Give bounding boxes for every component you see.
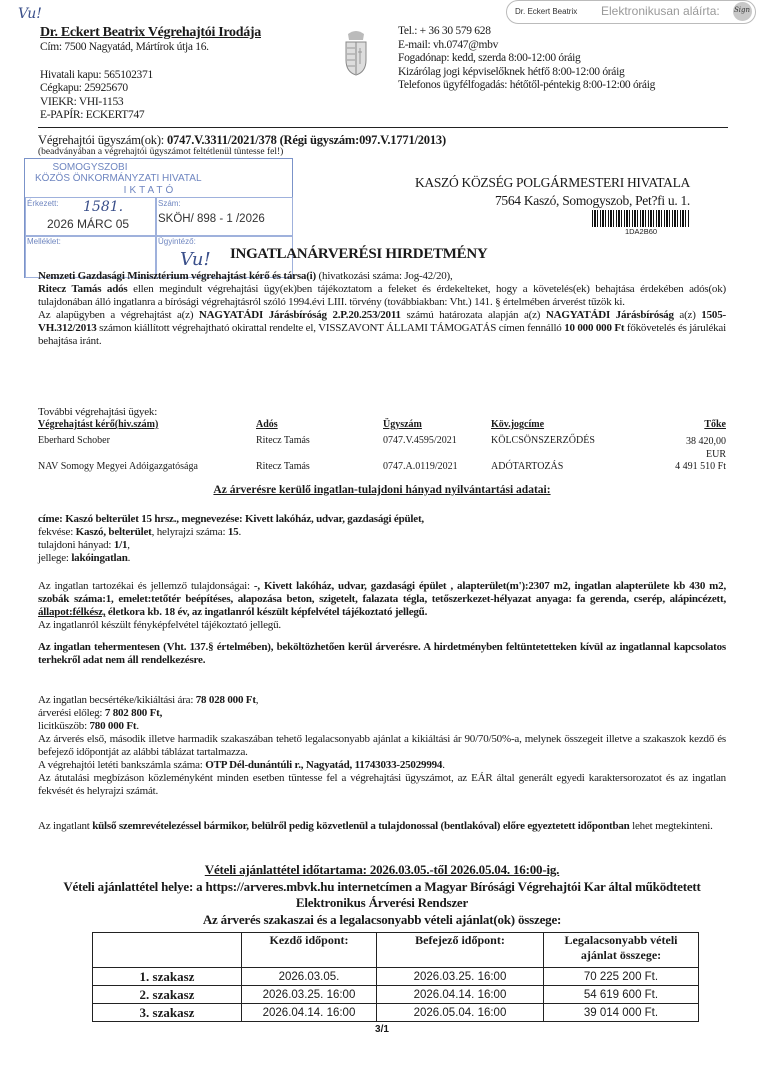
transfer-note: Az átutalási megbízáson közleményként minden esetben tüntesse fel a végrehajtási ügyszámot, az EÁR által generált egyedi karaktersorozatot és az ingatlan fekvését és helyrajzi számát.: [38, 772, 726, 797]
table-row: [93, 1004, 699, 1022]
intro-p2: ellen megindult végrehajtási ügy(ek)ben tájékoztatom a feleket és érdekelteket, hogy a követelés(ek) behajtása érdekében adós(ok) tulajdonában álló ingatlanra a bírósági végrehajtásról szóló 1994.évi LIII. törvény (továbbiakban: Vht.) 141. § értelmében árverést tűzök ki.: [38, 283, 726, 308]
stage-label: 3. szakasz: [93, 1004, 242, 1022]
table-header-row: [93, 933, 699, 968]
prices: Az ingatlan becsértéke/kikiáltási ára: 78 028 000 Ft, árverési előleg: 7 802 800 Ft, licitküszöb: 780 000 Ft. Az árverés első, második illetve harmadik szakaszában tehető legalacsonyabb ajánlat a kikiáltási ár 90/70/50%-a, melynek összegeit illetve a szakaszok kezdő és befejező időpontját az alábbi táblázat tartalmazza. A végrehajtói letéti bankszámla száma: OTP Dél-dunántúli r., Nagyatád, 11743033-25029994. Az átutalási megbízáson közleményként minden esetben tüntesse fel a végrehajtási ügyszámot, az EÁR által generált egyedi karaktersorozatot és az ingatlan fekvését és helyrajzi számát.: [38, 694, 726, 797]
cell: 38 420,00 EUR: [686, 436, 726, 460]
principal-amount: 10 000 000 Ft: [564, 322, 625, 334]
addressee: [300, 174, 690, 210]
l3c: ,: [127, 539, 130, 551]
col-header: Kezdő időpont:: [242, 933, 377, 968]
creditor: Nemzeti Gazdasági Minisztérium végrehajtást kérő és társa(i): [38, 270, 316, 282]
seal-text: Sign: [734, 6, 751, 14]
stage-label: 1. szakasz: [93, 968, 242, 986]
stamp-line1: SOMOGYSZOBI: [52, 162, 128, 173]
deposit-label: árverési előleg:: [38, 707, 105, 719]
electronic-signature-box: [506, 0, 756, 24]
stage-start: 2026.03.25. 16:00: [242, 986, 377, 1004]
contact-info: [398, 25, 688, 93]
intro-p1: (hivatkozási száma: Jog-42/20),: [316, 270, 453, 282]
l2c: , helyrajzi száma:: [151, 526, 228, 538]
fc: állapot:félkész,: [38, 606, 106, 618]
reception-days: Fogadónap: kedd, szerda 8:00-12:00 óráig: [398, 52, 581, 64]
cell: Ritecz Tamás: [256, 461, 310, 472]
photo-note: Az ingatlanról készült fényképfelvétel tájékoztató jellegű.: [38, 619, 281, 631]
fa: Az ingatlan tartozékai és jellemző tulajdonságai:: [38, 580, 254, 592]
case-number-value: 0747.V.3311/2021/378 (Régi ügyszám:097.V.1771/2013): [167, 133, 446, 147]
stage-start: 2026.03.05.: [242, 968, 377, 986]
stamp-attachment-label: Melléklet:: [27, 237, 61, 246]
viewing-text: [38, 820, 726, 833]
stage-label: 2. szakasz: [93, 986, 242, 1004]
document-title: INGATLANÁRVERÉSI HIRDETMÉNY: [230, 246, 488, 262]
stage-end: 2026.05.04. 16:00: [377, 1004, 544, 1022]
p3a: Az alapügyben a végrehajtást a(z): [38, 309, 199, 321]
header-divider: [38, 127, 728, 128]
p3e: a(z): [673, 309, 702, 321]
cell: ADÓTARTOZÁS: [491, 461, 564, 472]
stage-end: 2026.03.25. 16:00: [377, 968, 544, 986]
seal-icon: [733, 2, 752, 21]
l2d: 15: [227, 526, 239, 538]
viekr: VIEKR: VHI-1153: [40, 95, 124, 108]
col-header: Tőke: [704, 419, 726, 430]
barcode: [592, 210, 690, 227]
bid-step: 780 000 Ft: [89, 720, 137, 732]
col-header: Köv.jogcíme: [491, 419, 545, 430]
stamp-date: 2026 MÁRC 05: [47, 217, 130, 231]
l2b: Kaszó, belterület: [75, 526, 152, 538]
cell: 0747.A.0119/2021: [383, 461, 458, 472]
auction-stages-table: [92, 932, 699, 1022]
offer-info: [30, 862, 734, 928]
stamp-received-label: Érkezett:: [27, 199, 59, 208]
email: E-mail: vh.0747@mbv: [398, 38, 499, 51]
l3a: tulajdoni hányad:: [38, 539, 114, 551]
property-address: címe: Kaszó belterület 15 hrsz., megnevezése: Kivett lakóház, udvar, gazdasági épület,: [38, 513, 424, 525]
table-row: [93, 986, 699, 1004]
table-row: [93, 968, 699, 986]
stamp-clerk-signature: Vu!: [180, 249, 211, 270]
stamp-line2: KÖZÖS ÖNKORMÁNYZATI HIVATAL: [35, 173, 202, 184]
p3f: 1505-VH.312/2013: [38, 309, 726, 334]
l4c: .: [127, 552, 131, 564]
cell: KÖLCSÖNSZERZŐDÉS: [491, 435, 595, 446]
property-heading: Az árverésre kerülő ingatlan-tulajdoni hányad nyilvántartási adatai:: [213, 484, 551, 496]
stage-start: 2026.04.14. 16:00: [242, 1004, 377, 1022]
legal-reps-hours: Kizárólag jogi képviselőknek hétfő 8:00-12:00 óráig: [398, 65, 625, 78]
fb: -, Kivett lakóház, udvar, gazdasági épület , alapterület(m'):2307 m2, ingatlan alapterülete kb 430 m2, szobák száma:1, emelet:tetőtér beépítéses, alapozása beton, szigetelt, falazata tégla, tetőszerkezet-hélyazat anyaga: fa gerenda, cserép, alápincézett,: [38, 580, 726, 605]
cegkapu: Cégkapu: 25925670: [40, 82, 128, 94]
addressee-name: KASZÓ KÖZSÉG POLGÁRMESTERI HIVATALA: [414, 175, 690, 190]
further-cases-title: További végrehajtási ügyek:: [38, 406, 158, 418]
p3g: számon kiállított végrehajtható okirattal rendelte el, VISSZAVONT ÁLLAMI TÁMOGATÁS címen fennálló: [96, 322, 565, 334]
phone: Tel.: + 36 30 579 628: [398, 25, 491, 37]
stamp-clerk-label: Ügyintéző:: [158, 237, 196, 246]
cell: 0747.V.4595/2021: [383, 435, 457, 446]
deposit: 7 802 800 Ft,: [104, 707, 163, 719]
property-data: [38, 513, 726, 565]
offer-period: Vételi ajánlattétel időtartama: 2026.03.05.-től 2026.05.04. 16:00-ig.: [204, 862, 560, 877]
value-label: Az ingatlan becsértéke/kikiáltási ára:: [38, 694, 196, 706]
col-header: [93, 933, 242, 968]
col-header: Legalacsonyabb vételi ajánlat összege:: [544, 933, 699, 968]
estimated-value: 78 028 000 Ft: [195, 694, 256, 706]
stage-min-bid: 70 225 200 Ft.: [544, 968, 699, 986]
stages-heading: Az árverés szakaszai és a legalacsonyabb vételi ajánlat(ok) összege:: [202, 911, 562, 927]
p3d: NAGYATÁDI Járásbíróság: [545, 309, 674, 321]
office-header: [40, 25, 261, 123]
debtor: Ritecz Tamás adós: [38, 283, 128, 295]
handwritten-note: Vu!: [18, 6, 42, 22]
stamp-line3: IKTATÓ: [123, 185, 177, 196]
l2a: fekvése:: [38, 526, 76, 538]
epapir: E-PAPÍR: ECKERT747: [40, 109, 145, 121]
l4b: lakóingatlan: [71, 552, 128, 564]
col-header: Végrehajtást kérő(hiv.szám): [38, 419, 159, 430]
fd: életkora kb. 18 év, az ingatlanról készült képfelvétel tájékoztató jellegű.: [105, 606, 428, 618]
col-header: Ügyszám: [383, 419, 422, 430]
stages-text: Az árverés első, második illetve harmadik szakaszában tehető legalacsonyabb ajánlat a kikiáltási ár 90/70/50%-a, melynek összegeit illetve a szakaszok kezdő és befejező időpontját az alábbi táblázat tartalmazza.: [38, 733, 726, 758]
encumbrance-text: Az ingatlan tehermentesen (Vht. 137.§ értelmében), beköltözhetően kerül árverésre. A hirdetményben feltüntetetteken kívül az ingatlannal kapcsolatos terhekről adat nem áll rendelkezésre.: [38, 641, 726, 666]
p3b: NAGYATÁDI Járásbíróság 2.P.20.253/2011: [198, 309, 401, 321]
further-cases-table: [38, 419, 726, 477]
case-number: [38, 133, 446, 147]
stage-min-bid: 39 014 000 Ft.: [544, 1004, 699, 1022]
cell: 4 491 510 Ft: [675, 461, 726, 472]
signer-name: Dr. Eckert Beatrix: [515, 7, 578, 16]
office-name: Dr. Eckert Beatrix Végrehajtói Irodája: [40, 25, 261, 40]
bank-label: A végrehajtói letéti bankszámla száma:: [38, 759, 206, 771]
table-row: [38, 435, 726, 461]
case-note: (beadványában a végrehajtói ügyszámot feltétlenül tüntesse fel!): [38, 147, 284, 157]
addressee-address: 7564 Kaszó, Somogyszob, Pet?fi u. 1.: [494, 193, 690, 208]
barcode-code: 1DA2B60: [624, 227, 658, 236]
property-features: [38, 580, 726, 632]
stamp-received-number: 1581.: [83, 199, 124, 215]
cell: Ritecz Tamás: [256, 435, 310, 446]
cell: NAV Somogy Megyei Adóigazgatósága: [38, 461, 198, 472]
stage-min-bid: 54 619 600 Ft.: [544, 986, 699, 1004]
vb: külső szemrevételezéssel bármikor, belülről pedig közvetlenül a tulajdonossal (bentlakóval) előre egyeztetett időpontban: [92, 820, 630, 832]
va: Az ingatlant: [38, 820, 93, 832]
table-row: [38, 461, 726, 477]
step-label: licitküszöb:: [38, 720, 90, 732]
col-header: Befejező időpont:: [377, 933, 544, 968]
col-header: Adós: [256, 419, 278, 430]
page-number: 3/1: [375, 1024, 389, 1035]
l2e: .: [238, 526, 242, 538]
case-label: Végrehajtói ügyszám(ok):: [38, 133, 167, 147]
table-header-row: [38, 419, 726, 435]
p3i: főkövetelés és járulékai behajtása iránt.: [38, 322, 726, 347]
coat-of-arms-icon: [343, 30, 369, 76]
signature-label: Elektronikusan aláírta:: [601, 4, 720, 18]
stage-end: 2026.04.14. 16:00: [377, 986, 544, 1004]
intro-text: [38, 270, 726, 348]
phone-hours: Telefonos ügyfélfogadás: hétőtől-péntekig 8:00-12:00 óráig: [398, 79, 656, 91]
office-address: Cím: 7500 Nagyatád, Mártírok útja 16.: [40, 41, 209, 53]
l3b: 1/1: [113, 539, 128, 551]
stamp-number-value: SKÖH/ 898 - 1 /2026: [158, 213, 265, 225]
vc: lehet megtekinteni.: [629, 820, 713, 832]
hivatali-kapu: Hivatali kapu: 565102371: [40, 68, 153, 81]
cell: Eberhard Schober: [38, 435, 110, 446]
offer-place: Vételi ajánlattétel helye: a https://arveres.mbvk.hu internetcímen a Magyar Bírósági Végrehajtói Kar által működtetett Elektronikus Árverési Rendszer: [63, 878, 701, 910]
l4a: jellege:: [38, 552, 72, 564]
stamp-number-label: Szám:: [158, 199, 181, 208]
p3c: számú határozata alapján a(z): [400, 309, 546, 321]
bank-account: OTP Dél-dunántúli r., Nagyatád, 11743033-25029994: [205, 759, 443, 771]
